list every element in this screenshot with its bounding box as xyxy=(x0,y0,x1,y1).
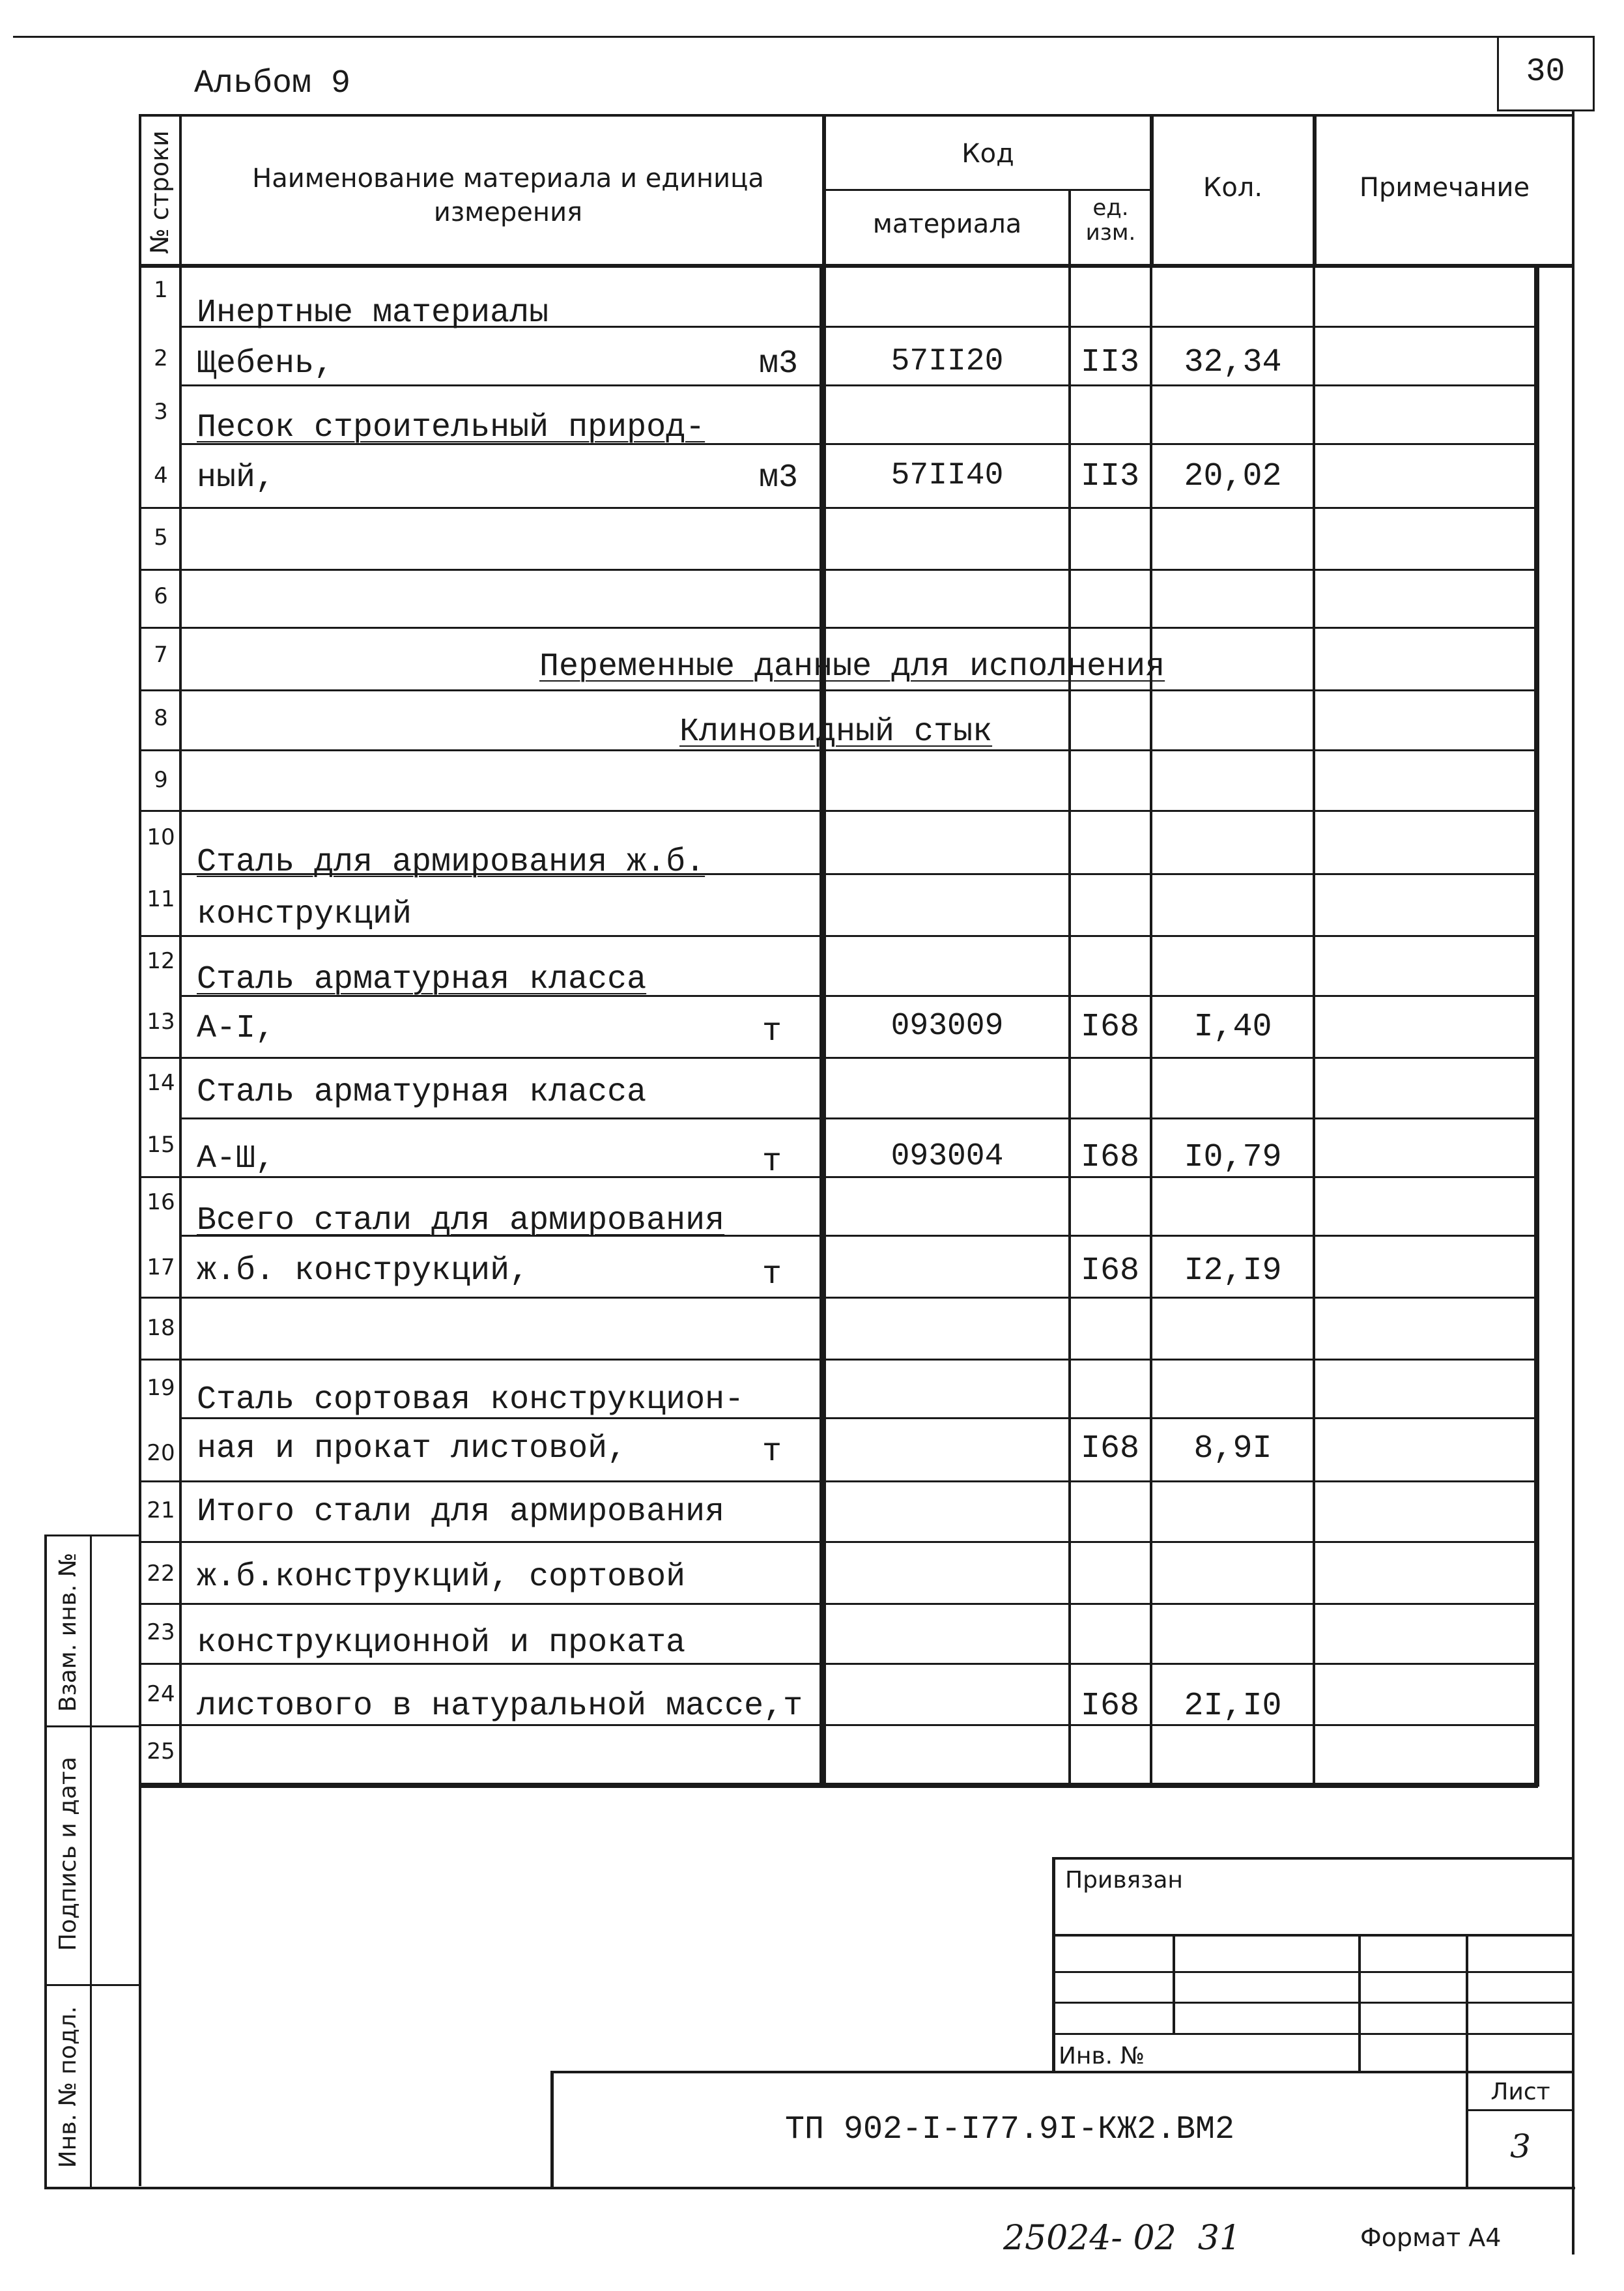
material-name: А-I, xyxy=(197,1010,276,1047)
unit-name: т xyxy=(762,1256,782,1293)
material-name: ная и прокат листовой, xyxy=(197,1430,627,1467)
material-name: Сталь арматурная класса xyxy=(197,1074,647,1111)
row-number: 12 xyxy=(147,948,175,974)
unit-code: I68 xyxy=(1080,1009,1139,1046)
side-label-inv-original: Инв. № подл. xyxy=(55,2006,81,2169)
header-name: Наименование материала и единица измерения xyxy=(252,164,764,227)
material-name: Щебень, xyxy=(197,345,334,382)
row-number: 20 xyxy=(147,1440,175,1466)
row-number: 13 xyxy=(147,1009,175,1035)
quantity: 2I,I0 xyxy=(1184,1688,1282,1725)
quantity: I2,I9 xyxy=(1184,1252,1282,1290)
material-name: листового в натуральной массе,т xyxy=(197,1688,803,1725)
unit-code: I68 xyxy=(1080,1688,1139,1725)
material-name: ж.б. конструкций, xyxy=(197,1252,530,1290)
row-number: 1 xyxy=(154,277,168,303)
unit-name: т xyxy=(762,1434,782,1471)
unit-code: I68 xyxy=(1080,1252,1139,1290)
row-number: 24 xyxy=(147,1681,175,1707)
quantity: 8,9I xyxy=(1193,1430,1272,1467)
material-code: 57II40 xyxy=(890,458,1004,493)
material-name: ный, xyxy=(197,459,276,497)
quantity: 20,02 xyxy=(1184,458,1282,495)
side-label-replace-inv: Взам. инв. № xyxy=(55,1552,81,1712)
material-name: конструкций xyxy=(197,896,412,933)
quantity: I,40 xyxy=(1193,1009,1272,1046)
header-material: материала xyxy=(872,209,1022,239)
row-number: 9 xyxy=(154,767,168,793)
row-number: 17 xyxy=(147,1254,175,1280)
row-number: 4 xyxy=(154,463,168,489)
section-title: Переменные данные для исполнения xyxy=(539,648,1165,685)
material-name: Инертные материалы xyxy=(197,295,549,332)
row-number: 2 xyxy=(154,345,168,371)
material-code: 093004 xyxy=(890,1139,1004,1174)
material-code: 093009 xyxy=(890,1009,1004,1044)
material-name: ж.б.конструкций, сортовой xyxy=(197,1559,686,1596)
header-unit: ед. изм. xyxy=(1085,195,1136,246)
row-number: 22 xyxy=(147,1561,175,1587)
row-number: 5 xyxy=(154,525,168,551)
row-number: 25 xyxy=(147,1738,175,1765)
row-number: 11 xyxy=(147,886,175,912)
row-number: 8 xyxy=(154,705,168,731)
row-number: 21 xyxy=(147,1497,175,1523)
unit-code: I68 xyxy=(1080,1430,1139,1467)
material-name: Сталь для армирования ж.б. xyxy=(197,844,705,881)
row-number: 23 xyxy=(147,1619,175,1645)
header-row-number: № строки xyxy=(145,130,174,254)
material-name: А-Ш, xyxy=(197,1140,276,1177)
unit-name: м3 xyxy=(758,459,798,497)
row-number: 7 xyxy=(154,642,168,668)
sheet-label: Лист xyxy=(1490,2079,1550,2105)
album-title: Альбом 9 xyxy=(194,65,351,102)
row-number: 19 xyxy=(147,1375,175,1401)
row-number: 14 xyxy=(147,1070,175,1096)
unit-name: т xyxy=(762,1144,782,1181)
bound-label: Привязан xyxy=(1065,1867,1183,1894)
handwritten-number: 25024- 02 31 xyxy=(1003,2219,1241,2258)
sheet-number: 3 xyxy=(1510,2127,1531,2165)
document-code: ТП 902-I-I77.9I-КЖ2.ВМ2 xyxy=(784,2111,1235,2148)
unit-code: II3 xyxy=(1080,458,1139,495)
unit-name: т xyxy=(762,1013,782,1050)
material-name: Итого стали для армирования xyxy=(197,1493,725,1531)
header-qty: Кол. xyxy=(1203,173,1263,203)
quantity: 32,34 xyxy=(1184,344,1282,381)
row-number: 18 xyxy=(147,1315,175,1341)
material-code: 57II20 xyxy=(890,344,1004,379)
unit-code: I68 xyxy=(1080,1139,1139,1176)
quantity: I0,79 xyxy=(1184,1139,1282,1176)
inv-no-label: Инв. № xyxy=(1059,2043,1145,2069)
row-number: 10 xyxy=(147,824,175,850)
section-subtitle: Клиновидный стык xyxy=(679,713,993,751)
material-name: конструкционной и проката xyxy=(197,1624,686,1662)
material-name: Песок строительный природ- xyxy=(197,409,705,446)
page-number: 30 xyxy=(1526,53,1565,91)
format-label: Формат А4 xyxy=(1360,2223,1502,2252)
row-number: 6 xyxy=(154,583,168,609)
row-number: 15 xyxy=(147,1132,175,1158)
material-name: Сталь сортовая конструкцион- xyxy=(197,1381,745,1419)
side-label-sign-date: Подпись и дата xyxy=(55,1756,81,1952)
unit-name: м3 xyxy=(758,345,798,382)
material-name: Сталь арматурная класса xyxy=(197,961,647,998)
row-number: 16 xyxy=(147,1189,175,1215)
material-name: Всего стали для армирования xyxy=(197,1202,725,1239)
header-note: Примечание xyxy=(1359,173,1530,203)
header-code: Код xyxy=(962,139,1014,169)
row-number: 3 xyxy=(154,399,168,425)
unit-code: II3 xyxy=(1080,344,1139,381)
